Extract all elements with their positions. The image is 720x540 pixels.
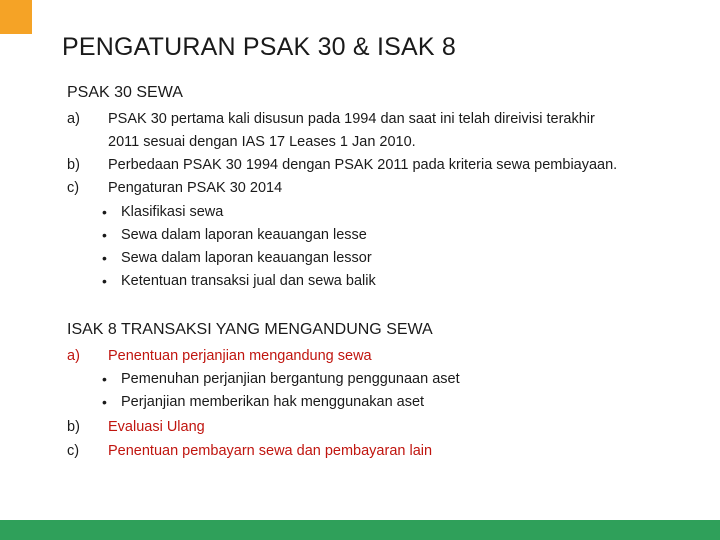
corner-accent [0, 0, 32, 34]
bullet-icon: • [102, 227, 107, 243]
bullet-icon: • [102, 204, 107, 220]
list-item-c: Pengaturan PSAK 30 2014 [108, 180, 283, 196]
bullet-item: Ketentuan transaksi jual dan sewa balik [121, 273, 376, 289]
list-marker-c: c) [67, 443, 80, 459]
bullet-item: Pemenuhan perjanjian bergantung penggunaan aset [121, 371, 460, 387]
bullet-item: Sewa dalam laporan keauangan lesse [121, 227, 367, 243]
list-item-b: Evaluasi Ulang [108, 419, 205, 435]
section-heading-psak30: PSAK 30 SEWA [67, 84, 183, 101]
list-item-a-line2: 2011 sesuai dengan IAS 17 Leases 1 Jan 2010. [108, 134, 416, 150]
list-marker-b: b) [67, 419, 80, 435]
bullet-item: Klasifikasi sewa [121, 204, 224, 220]
list-item-c: Penentuan pembayarn sewa dan pembayaran lain [108, 443, 433, 459]
bullet-item: Sewa dalam laporan keauangan lessor [121, 250, 372, 266]
bullet-icon: • [102, 273, 107, 289]
slide-title: PENGATURAN PSAK 30 & ISAK 8 [62, 33, 456, 61]
footer-bar [0, 520, 720, 540]
bullet-item: Perjanjian memberikan hak menggunakan aset [121, 394, 425, 410]
bullet-icon: • [102, 394, 107, 410]
list-item-a-line1: PSAK 30 pertama kali disusun pada 1994 dan saat ini telah direivisi terakhir [108, 111, 595, 127]
list-item-a: Penentuan perjanjian mengandung sewa [108, 348, 372, 364]
bullet-icon: • [102, 250, 107, 266]
bullet-icon: • [102, 371, 107, 387]
list-item-b: Perbedaan PSAK 30 1994 dengan PSAK 2011 pada kriteria sewa pembiayaan. [108, 157, 618, 173]
section-heading-isak8: ISAK 8 TRANSAKSI YANG MENGANDUNG SEWA [67, 321, 433, 338]
list-marker-b: b) [67, 157, 80, 173]
list-marker-a: a) [67, 348, 80, 364]
list-marker-c: c) [67, 180, 80, 196]
list-marker-a: a) [67, 111, 80, 127]
